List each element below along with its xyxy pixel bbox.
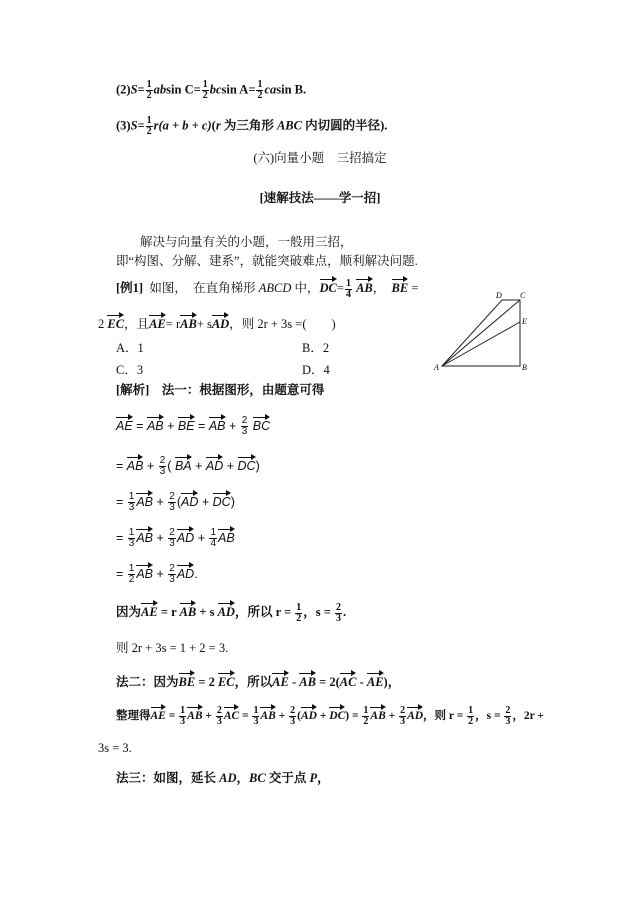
step-8: 法二：因为BE = 2 EC，所以AE - AB = 2(AC - AE)， [116,672,400,690]
fraction: $\frac{1}{4}$ [345,277,351,300]
label-a: A [434,363,439,372]
label-e: E [522,317,527,326]
section-title: (六)向量小题 三招搞定 [253,151,387,165]
step-11: 法三：如图，延长 AD，BC 交于点 P， [116,771,330,785]
step-5: = $\frac{1}{2}$ AB + $\frac{2}{3}$ AD. [116,563,198,586]
fraction: $\frac{1}{2}$ [146,115,152,137]
label-c: C [520,291,526,300]
formula-3: (3)S= $\frac{1}{2}$ r(a + b + c)(r 为三角形 ABC 内切圆的半径). [116,115,388,137]
option-b[interactable]: B．2 [302,341,330,355]
step-7: 则 2r + 3s = 1 + 2 = 3. [116,641,229,655]
trapezoid-figure [430,290,540,375]
formula-2: (2)S= $\frac{1}{2}$ absin C= $\frac{1}{2}$ bcsin A= $\frac{1}{2}$ casin B. [116,79,307,101]
segment-ae [442,322,520,366]
example-line-1: [例1] 如图， 在直角梯形 ABCD 中，DC= $\frac{1}{4}$ AB， BE = [116,277,419,300]
step-4: = $\frac{1}{3}$ AB + $\frac{2}{3}$ AD + $\frac{1}{4}$ AB [116,527,235,550]
subtitle: [速解技法——学一招] [259,191,381,205]
step-1: AE = AB + BE = AB + $\frac{2}{3}$ BC [116,415,271,438]
example-line-2: 2 EC，且AE= rAB+ sAD，则 2r + 3s =( ) [98,314,336,332]
option-c[interactable]: C．3 [116,363,144,377]
fraction: $\frac{1}{2}$ [146,79,152,101]
step-10: 3s = 3. [98,741,132,755]
label-b: B [522,363,527,372]
option-d[interactable]: D．4 [302,363,330,377]
label-d: D [496,291,502,300]
analysis-header: [解析] 法一：根据图形，由题意可得 [116,383,325,397]
option-a[interactable]: A．1 [116,341,144,355]
segment-ac [442,300,520,366]
step-6: 因为AE = r AB + s AD，所以 r = $\frac{1}{2}$ ，s = $\frac{2}{3}$ . [116,601,347,624]
intro-line-2: 即“构图、分解、建系”，就能突破难点，顺利解决问题. [116,254,418,268]
step-2: = AB + $\frac{2}{3}$ ( BA + AD + DC) [116,455,260,478]
fraction: $\frac{1}{2}$ [202,79,208,101]
intro-line-1: 解决与向量有关的小题，一般用三招， [140,235,353,249]
fraction: $\frac{1}{2}$ [257,79,263,101]
step-3: = $\frac{1}{3}$ AB + $\frac{2}{3}$ (AD + DC) [116,491,235,514]
step-9: 整理得AE = $\frac{1}{3}$ AB + $\frac{2}{3}$ AC = $\frac{1}{3}$ AB + $\frac{2}{3}$ (AD + DC) = $\frac{1}{2}$ AB + $\frac{2}{3}$ AD，则 r = $\frac{1}{2}$ ，s = $\frac{2}{3}$ ，2r + [116,705,544,727]
